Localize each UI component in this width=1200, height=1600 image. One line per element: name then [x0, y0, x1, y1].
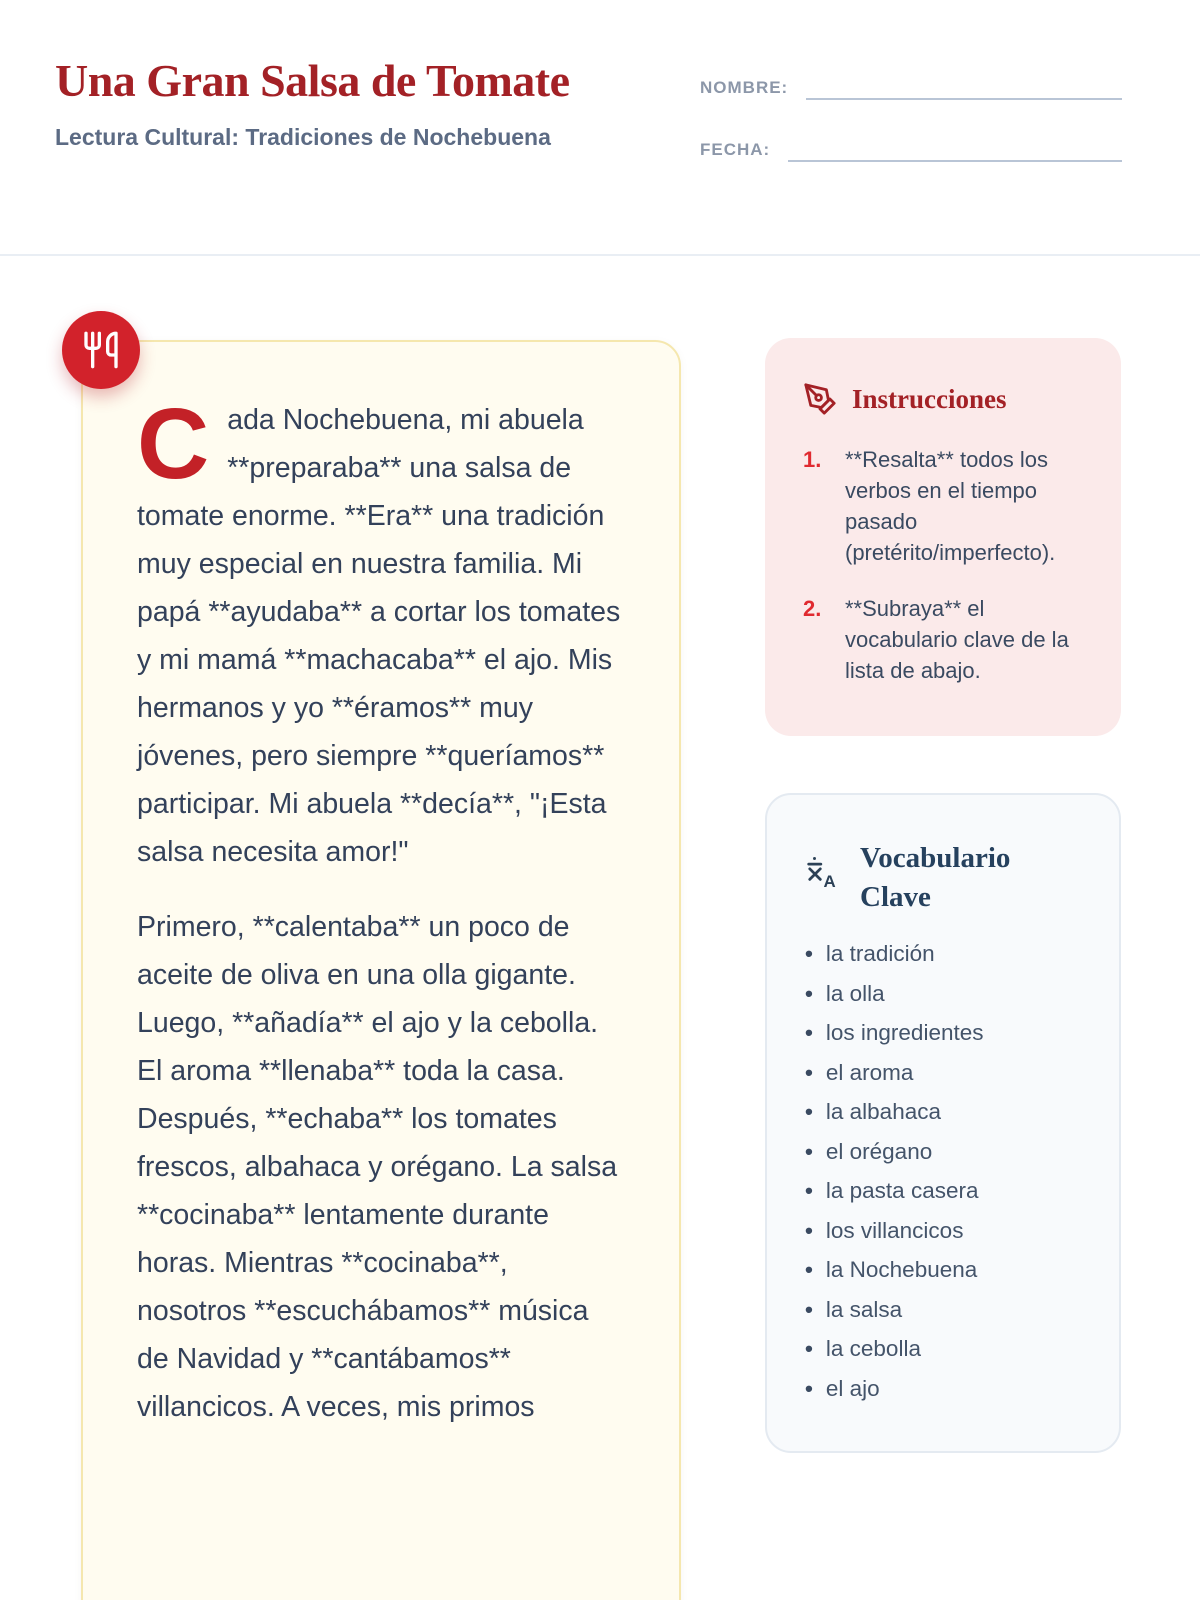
vocab-item-text: la cebolla — [825, 1336, 921, 1361]
vocab-item-text: la salsa — [825, 1296, 903, 1322]
vocab-item — [805, 1178, 1089, 1204]
name-input-line[interactable] — [806, 74, 1122, 100]
header-divider — [0, 254, 1200, 256]
instructions-header — [803, 382, 1085, 416]
vocab-item-text: la tradición — [825, 941, 935, 966]
instruction-item — [803, 593, 1085, 686]
name-field-row — [700, 74, 1122, 100]
passage-paragraph-1 — [137, 388, 623, 876]
bullet-icon: • — [805, 1296, 813, 1322]
vocab-item — [805, 1336, 1089, 1362]
translate-icon — [805, 839, 843, 891]
vocab-item-text: la albahaca — [825, 1099, 941, 1124]
bullet-icon: • — [805, 1257, 813, 1282]
instruction-number: 1. — [803, 447, 822, 472]
instruction-text: **Subraya** el vocabulario clave de la lista de abajo. — [845, 596, 1069, 683]
fork-knife-icon — [81, 330, 121, 370]
vocab-item — [805, 1099, 1089, 1125]
instructions-card — [765, 338, 1121, 736]
vocab-item-text: la Nochebuena — [825, 1257, 978, 1282]
passage-paragraph-2: Primero, **calentaba** un poco de aceite de oliva en una olla gigante. Luego, **añadía** el ajo y la cebolla. El aroma **llenaba** toda la casa. Después, **echaba** los tomates frescos, albahaca y orégano. La salsa **cocinaba** lentamente durante horas. Mientras **cocinaba**, nosotros **escuchábamos** música de Navidad y **cantábamos** villancicos. A veces, mis primos — [137, 911, 618, 1423]
date-field-row — [700, 136, 1122, 162]
vocab-item-text: los ingredientes — [825, 1020, 984, 1045]
svg-text:A: A — [823, 871, 836, 891]
bullet-icon: • — [805, 941, 813, 966]
vocab-item-text: los villancicos — [825, 1217, 964, 1243]
vocab-item — [805, 981, 1089, 1007]
bullet-icon: • — [805, 1178, 813, 1203]
name-label: NOMBRE: — [700, 78, 789, 97]
vocabulary-title: Vocabulario Clave — [860, 842, 1011, 913]
reading-badge — [62, 311, 140, 389]
page-title: Una Gran Salsa de Tomate — [55, 55, 570, 106]
instruction-item — [803, 444, 1085, 568]
bullet-icon: • — [805, 1375, 813, 1401]
bullet-icon: • — [805, 1059, 813, 1085]
instructions-list — [803, 444, 1085, 686]
vocab-item — [805, 1257, 1089, 1283]
bullet-icon: • — [805, 1217, 813, 1243]
instruction-number: 2. — [803, 596, 822, 621]
instruction-text: **Resalta** todos los verbos en el tiempo pasado (pretérito/imperfecto). — [845, 447, 1056, 565]
reading-passage-card — [81, 340, 681, 1600]
vocab-item-text: el ajo — [825, 1375, 880, 1401]
pen-nib-icon — [803, 382, 837, 416]
vocab-item-text: la pasta casera — [825, 1178, 979, 1203]
vocab-item — [805, 1376, 1089, 1402]
bullet-icon: • — [805, 1099, 813, 1124]
vocab-item — [805, 1218, 1089, 1244]
vocab-item-text: el orégano — [825, 1138, 933, 1164]
vocabulary-header — [805, 839, 1089, 917]
vocab-item — [805, 1297, 1089, 1323]
header-fields — [700, 74, 1122, 198]
vocab-item — [805, 1060, 1089, 1086]
dropcap-letter: C — [137, 388, 210, 500]
bullet-icon: • — [805, 1020, 813, 1045]
page-subtitle: Lectura Cultural: Tradiciones de Nochebuena — [55, 124, 551, 150]
vocabulary-card — [765, 793, 1121, 1453]
vocabulary-list — [805, 941, 1089, 1402]
date-input-line[interactable] — [788, 136, 1122, 162]
passage-text — [83, 342, 679, 1431]
date-label: FECHA: — [700, 140, 771, 159]
bullet-icon: • — [805, 1336, 813, 1361]
vocab-item — [805, 941, 1089, 967]
vocab-item — [805, 1020, 1089, 1046]
vocab-item-text: la olla — [825, 980, 885, 1006]
vocab-item-text: el aroma — [825, 1059, 914, 1085]
instructions-title: Instrucciones — [852, 383, 1007, 414]
bullet-icon: • — [805, 980, 813, 1006]
bullet-icon: • — [805, 1138, 813, 1164]
paragraph-1-text: ada Nochebuena, mi abuela **preparaba** una salsa de tomate enorme. **Era** una tradición muy especial en nuestra familia. Mi papá **ayudaba** a cortar los tomates y mi mamá **machacaba** el ajo. Mis hermanos y yo **éramos** muy jóvenes, pero siempre **queríamos** participar. Mi abuela **decía**, "¡Esta salsa necesita amor!" — [137, 404, 621, 868]
vocab-item — [805, 1139, 1089, 1165]
